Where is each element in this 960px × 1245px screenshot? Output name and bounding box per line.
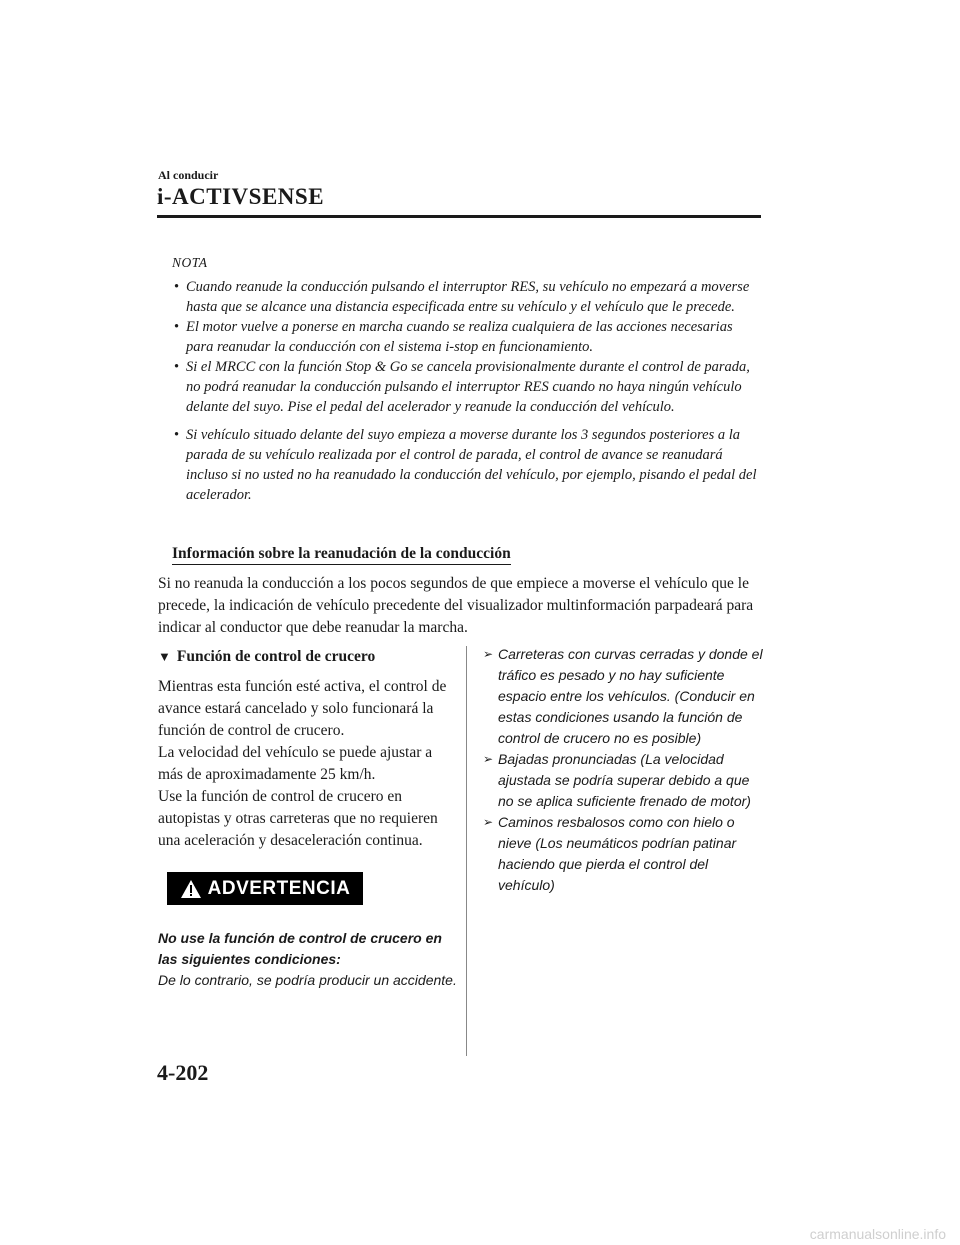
info-paragraph: Si no reanuda la conducción a los pocos segundos de que empiece a moverse el vehículo que le precede, la indicación de vehículo precedente del visualizador multinformación parpadeará para indicar al conductor que debe reanudar la marcha. [158, 575, 754, 636]
bullet-icon: • [174, 359, 180, 375]
bullet-icon: • [174, 427, 180, 443]
cruise-paragraph: Use la función de control de crucero en autopistas y otras carreteras que no requieren una aceleración y desaceleración continua. [158, 788, 438, 849]
watermark: carmanualsonline.info [809, 1226, 946, 1242]
nota-item: • Si el MRCC con la función Stop & Go se cancela provisionalmente durante el control de parada, no podrá reanudar la conducción pulsando el interruptor RES cuando no haya ningún vehículo delante del suyo. Pise el pedal del acelerador y reanude la conducción del vehículo. [174, 359, 750, 415]
nota-item: • Cuando reanude la conducción pulsando el interruptor RES, su vehículo no empezará a moverse hasta que se alcance una distancia especificada entre su vehículo y el vehículo que le precede. [174, 279, 750, 315]
condition-item: ➢ Caminos resbalosos como con hielo o nieve (Los neumáticos podrían patinar haciendo que pierda el control del vehículo) [483, 814, 737, 893]
warning-icon [180, 879, 202, 899]
condition-item: ➢ Carreteras con curvas cerradas y donde el tráfico es pesado y no hay suficiente espacio entre los vehículos. (Conducir en estas condiciones usando la función de control de crucero no es posible) [483, 646, 763, 746]
cruise-paragraph: Mientras esta función esté activa, el control de avance estará cancelado y solo funcionará la función de control de crucero. [158, 678, 447, 739]
bullet-icon: • [174, 319, 180, 335]
section-title: i-ACTIVSENSE [157, 184, 325, 209]
nota-label: NOTA [172, 255, 208, 270]
warning-conditions-list [483, 644, 768, 896]
arrow-bullet-icon: ➢ [483, 752, 494, 766]
cruise-paragraph: La velocidad del vehículo se puede ajustar a más de aproximadamente 25 km/h. [158, 744, 433, 783]
column-divider [466, 646, 467, 1056]
triangle-down-icon: ▼ [158, 649, 171, 664]
nota-list [172, 277, 762, 505]
warning-badge [167, 872, 363, 905]
warning-text [158, 928, 458, 991]
warning-bold-text: No use la función de control de crucero en las siguientes condiciones: [158, 930, 442, 967]
bullet-icon: • [174, 279, 180, 295]
arrow-bullet-icon: ➢ [483, 647, 494, 661]
nota-item: • El motor vuelve a ponerse en marcha cuando se realiza cualquiera de las acciones necesarias para reanudar la conducción con el sistema i-stop en funcionamiento. [174, 319, 733, 355]
condition-item: ➢ Bajadas pronunciadas (La velocidad ajustada se podría superar debido a que no se aplica suficiente frenado de motor) [483, 751, 751, 809]
arrow-bullet-icon: ➢ [483, 815, 494, 829]
warning-consequence: De lo contrario, se podría producir un accidente. [158, 972, 457, 988]
nota-item: • Si vehículo situado delante del suyo empieza a moverse durante los 3 segundos posteriores a la parada de su vehículo realizada por el control de parada, el control de avance se reanudará incluso si no usted no ha reanudado la conducción del vehículo, por ejemplo, pisando el pedal del acelerador. [174, 427, 757, 503]
page-number: 4-202 [157, 1060, 209, 1085]
section-label: Al conducir [158, 168, 219, 182]
header-rule [157, 215, 761, 218]
cruise-section [158, 646, 453, 852]
cruise-heading: ▼ Función de control de crucero [158, 646, 453, 668]
info-heading: Información sobre la reanudación de la conducción [172, 545, 511, 565]
warning-label: ADVERTENCIA [207, 877, 351, 899]
